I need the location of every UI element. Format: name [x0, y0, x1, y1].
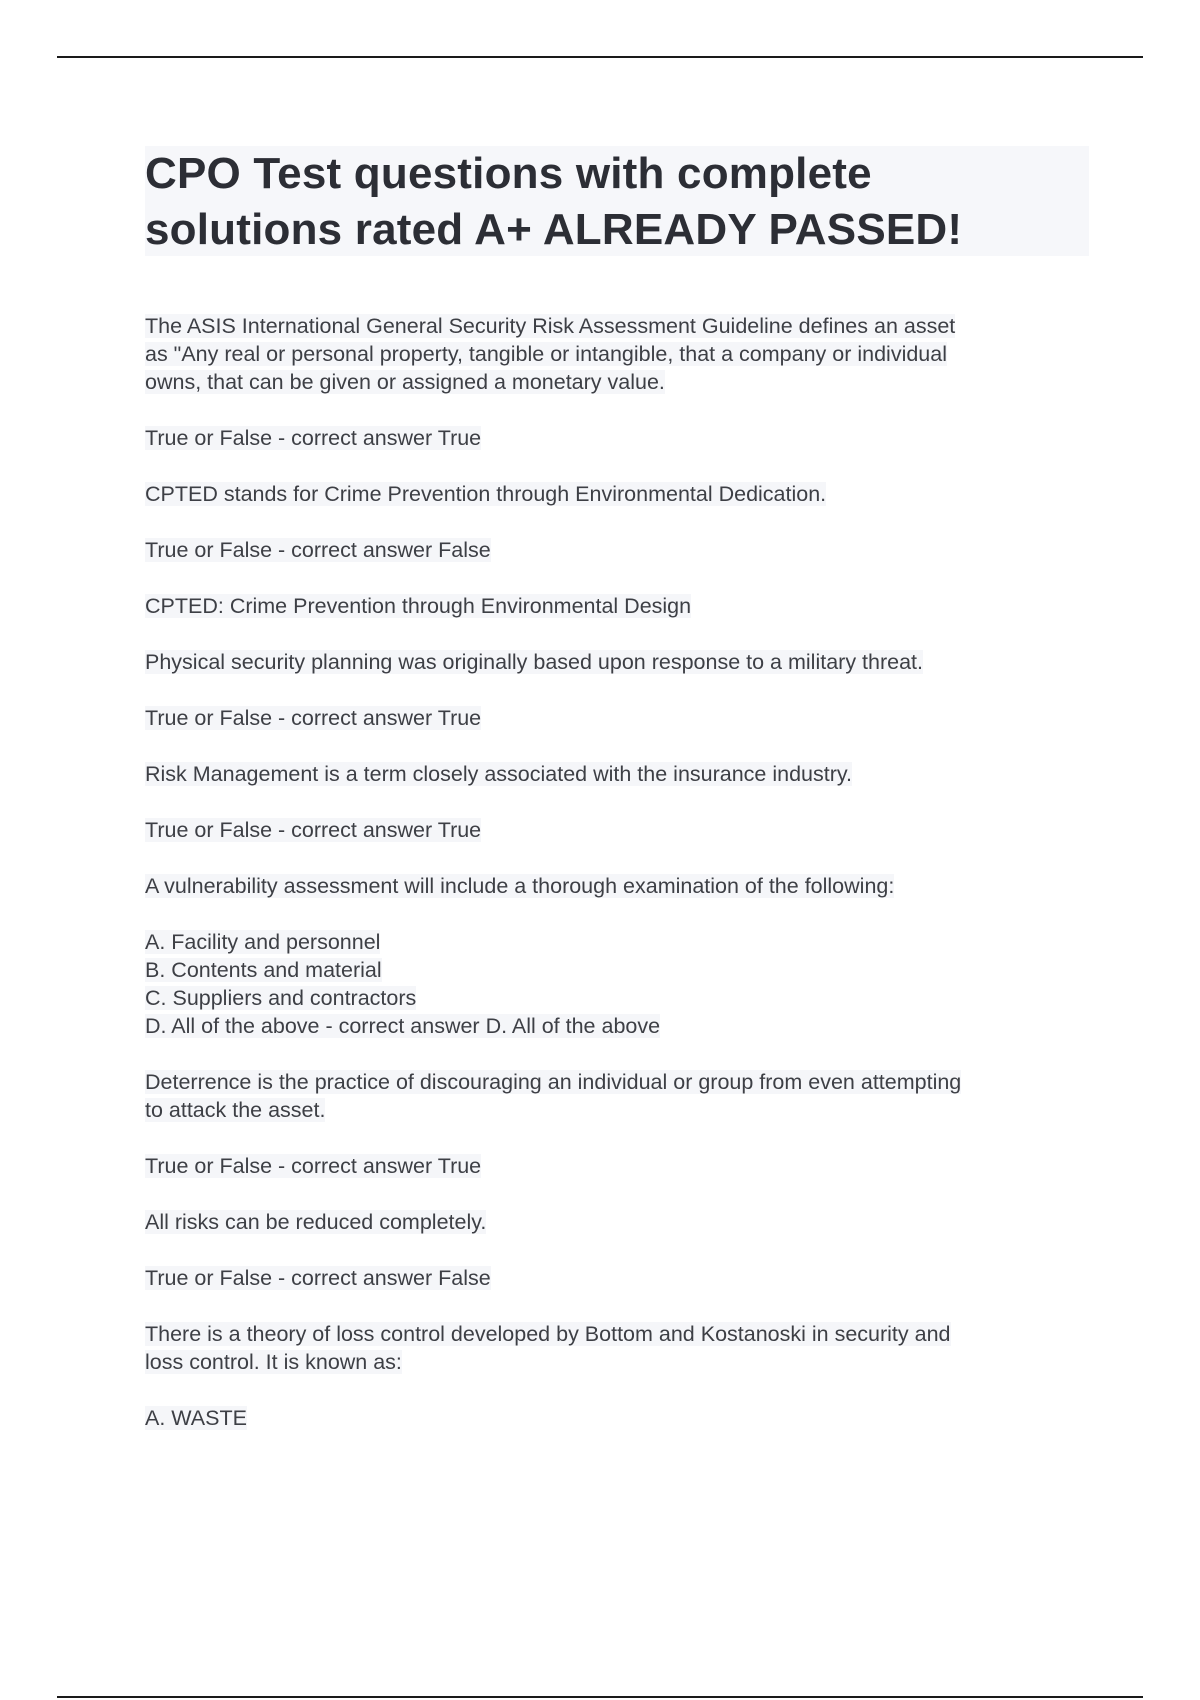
text-line: to attack the asset.: [145, 1098, 326, 1122]
question-vulnerability-assessment: [145, 872, 1085, 900]
question-loss-control-theory: [145, 1320, 1085, 1376]
question-deterrence: [145, 1068, 1085, 1124]
text-line: True or False - correct answer True: [145, 426, 482, 450]
answer-line: [145, 816, 1085, 844]
text-line: CPTED: Crime Prevention through Environmental Design: [145, 594, 692, 618]
text-line: True or False - correct answer False: [145, 538, 491, 562]
answer-line: [145, 536, 1085, 564]
text-line: True or False - correct answer True: [145, 706, 482, 730]
top-divider: [57, 56, 1143, 58]
text-line: A vulnerability assessment will include a thorough examination of the following:: [145, 874, 895, 898]
cpted-definition: [145, 592, 1085, 620]
answer-line: [145, 704, 1085, 732]
text-line: CPTED stands for Crime Prevention through Environmental Dedication.: [145, 482, 827, 506]
text-line: True or False - correct answer True: [145, 818, 482, 842]
question-all-risks: [145, 1208, 1085, 1236]
option-line: B. Contents and material: [145, 958, 382, 982]
option-line: [145, 1404, 1085, 1432]
text-line: as "Any real or personal property, tangible or intangible, that a company or individual: [145, 342, 947, 366]
text-line: loss control. It is known as:: [145, 1350, 402, 1374]
text-line: True or False - correct answer False: [145, 1266, 491, 1290]
text-line: True or False - correct answer True: [145, 1154, 482, 1178]
question-asset-definition: [145, 312, 1085, 396]
document-title: [145, 146, 1089, 258]
answer-line: [145, 1152, 1085, 1180]
options-list: [145, 928, 1085, 1040]
bottom-divider: [57, 1696, 1143, 1698]
option-line: C. Suppliers and contractors: [145, 986, 417, 1010]
title-line: CPO Test questions with complete: [145, 149, 872, 198]
text-line: A. WASTE: [145, 1406, 247, 1430]
text-line: Deterrence is the practice of discouraging an individual or group from even attempting: [145, 1070, 962, 1094]
text-line: Physical security planning was originally based upon response to a military threat.: [145, 650, 923, 674]
question-risk-management: [145, 760, 1085, 788]
option-line: D. All of the above - correct answer D. All of the above: [145, 1014, 661, 1038]
text-line: There is a theory of loss control developed by Bottom and Kostanoski in security and: [145, 1322, 951, 1346]
text-line: owns, that can be given or assigned a monetary value.: [145, 370, 665, 394]
question-cpted: [145, 480, 1085, 508]
text-line: All risks can be reduced completely.: [145, 1210, 487, 1234]
title-line: solutions rated A+ ALREADY PASSED!: [145, 205, 963, 254]
answer-line: [145, 1264, 1085, 1292]
question-physical-security: [145, 648, 1085, 676]
title-block: [145, 146, 1089, 256]
document-body: [145, 312, 1085, 1432]
option-line: A. Facility and personnel: [145, 930, 381, 954]
answer-line: [145, 424, 1085, 452]
text-line: Risk Management is a term closely associated with the insurance industry.: [145, 762, 853, 786]
text-line: The ASIS International General Security Risk Assessment Guideline defines an asset: [145, 314, 956, 338]
